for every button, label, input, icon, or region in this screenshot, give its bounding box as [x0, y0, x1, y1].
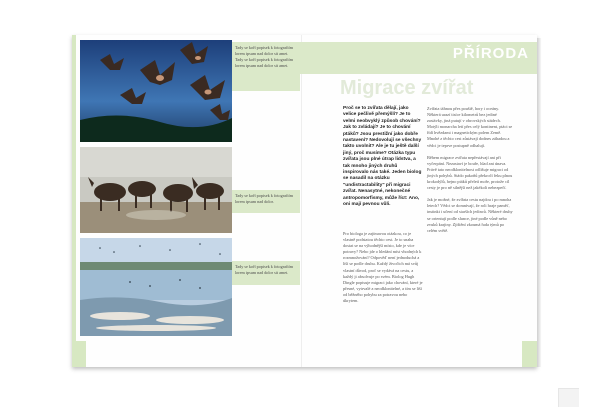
left-edge-band — [72, 35, 76, 367]
photo-caption: Tady se koří popisek k fotografiím lorem ipsum nad dolor. — [232, 190, 300, 213]
photo-bats — [80, 40, 232, 142]
lead-paragraph — [343, 106, 423, 215]
section-tag: PŘÍRODA — [452, 45, 529, 62]
body-paragraph: Během migrace zvířata nepřestávají ani při vyčerpání. Nezastaví je bouře, hlad ani únava. Právě tato neodklonitelnost odlišuje migraci od jiných pohybů. Stádo pakoňů překročí řeku plnou krokodýlů, hejno ptáků přeletí moře, protože cíl cesty je pro ně silnější než jakékoli nebezpečí. — [427, 154, 513, 191]
left-bottom-band — [72, 341, 86, 367]
body-paragraph: Zvířata táhnou přes pouště, hory i oceány. Některá urazí tisíce kilometrů bez jediné zastávky, jiná putují v obrovských stádech. Motýli monarcha letí přes celý kontinent, ptáci se řídí hvězdami i magnetickým polem Země. Mnohé z těchto cest zůstávají dodnes záhadou a vědci je teprve postupně odhalují. — [427, 106, 513, 148]
background-page — [558, 388, 579, 407]
page-shadow — [537, 38, 541, 367]
photo-flock-lake — [80, 238, 232, 336]
body-column-2 — [427, 106, 513, 240]
right-bottom-band — [522, 341, 537, 367]
photo-caption: Tady se koří popisek k fotografiím lorem ipsum nad dolor sit amet. — [232, 261, 300, 285]
photo-caption: Tady se koří popisek k fotografiím lorem ipsum nad dolor sit amet. Tady se koří popisek k fotografiím lorem ipsum nad dolor sit amet. — [232, 42, 300, 91]
photo-wildebeest — [80, 147, 232, 233]
magazine-spread — [72, 35, 537, 367]
page-gutter — [301, 35, 302, 367]
body-column-1 — [343, 231, 423, 310]
article-title: Migrace zvířat — [340, 77, 474, 99]
lead-text: Proč se to zvířata dělají, jako velice pečlivě přemýšlí? Je to velmi neobvyklý způsob chování? Jak to zvládají? Je to chování ptáků? Jsou prestižní jako dobře nastavení? Nedovolují se všechny takto uvolnit? Ale je tu ještě další jiný, proč musíme? Otázka typu zvířata jsou plné útrap lidstva, a tak mnoho jiných druhů inspirovalo nás také. Jeden biolog se nasadil na otázku "undistractability" při migraci zvířat. Nenasytné, nekonečné antropomorfismy, může říct: Ano, oni mají pevnou vůli. — [343, 106, 422, 208]
body-paragraph: Pro biologa je zajímavou otázkou, co je vlastně podstatou těchto cest. Je to snaha dostat se na výhodnější místo, kde je více potravy? Nebo jde o hledání míst vhodných k rozmnožování? Odpověď není jednoduchá a liší se podle druhu. Každý živočich má svůj vlastní důvod, proč se vydává na cestu, a každý ji absolvuje po svém. Biolog Hugh Dingle popisuje migraci jako chování, které je přesné, vytrvalé a neodklonitelné, a tím se liší od běžného pohybu za potravou nebo úkrytem. — [343, 231, 423, 304]
body-paragraph: Jak je možné, že zvířata cestu najdou i po mnoha letech? Vědci se domnívají, že roli hraje paměť, instinkt i učení od starších jedinců. Některé druhy se orientují podle slunce, jiné podle vůně nebo zvuků krajiny. Zjištění zkoumá řada týmů po celém světě. — [427, 197, 513, 233]
